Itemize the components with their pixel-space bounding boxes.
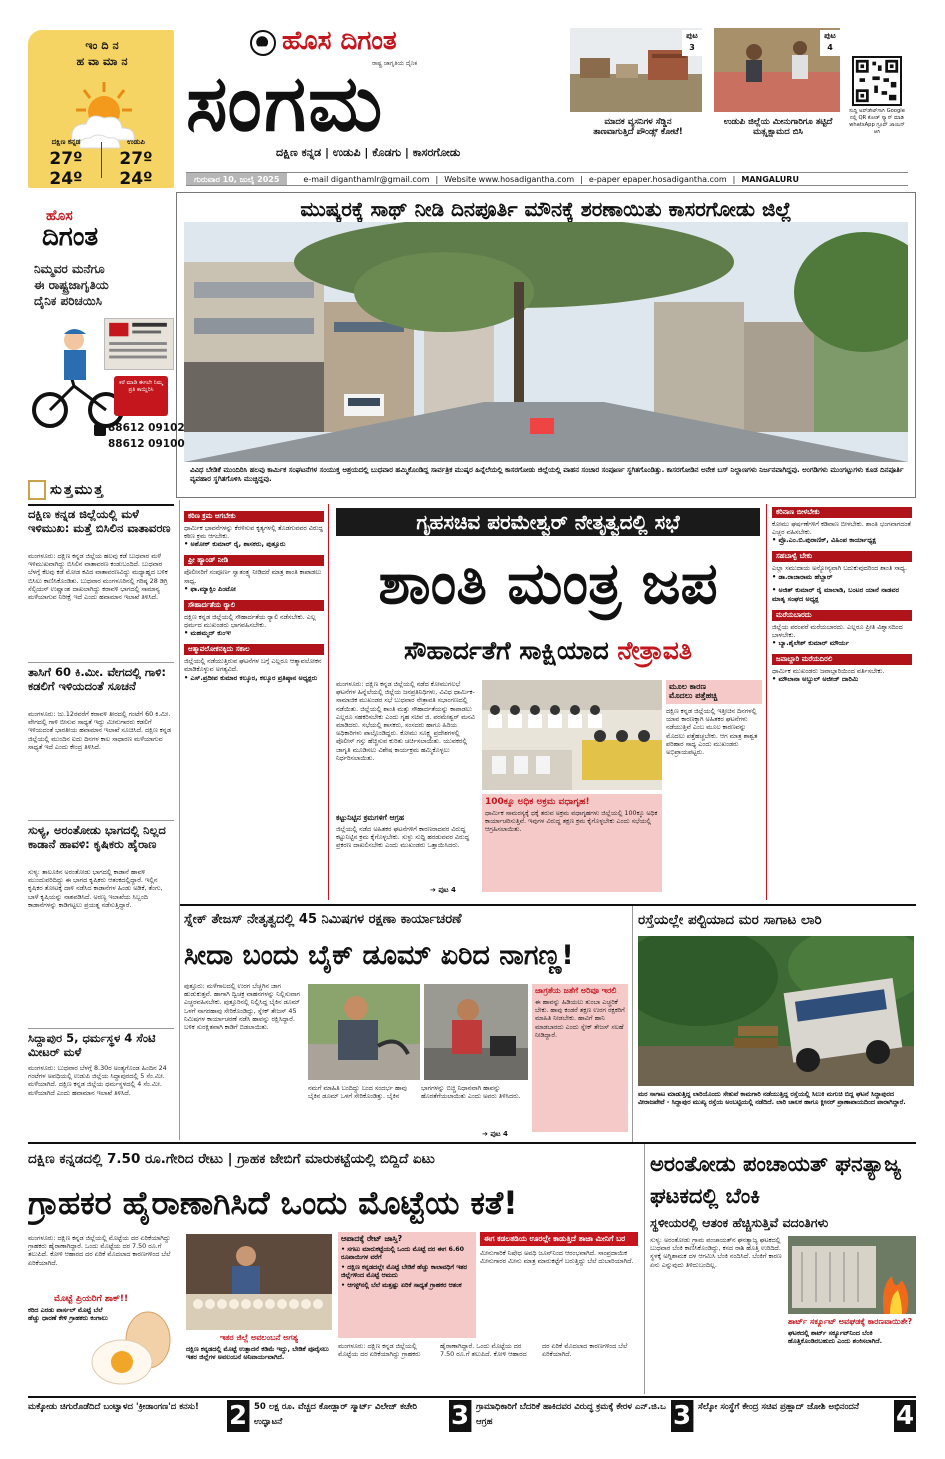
left-story-2-head: ತಾಸಿಗೆ 60 ಕಿ.ಮೀ. ವೇಗದಲ್ಲಿ ಗಾಳಿ: ಕಡಲಿಗೆ ಇಳಿಯದಂತೆ ಸೂಚನೆ — [28, 666, 167, 693]
egg-kicker: ದಕ್ಷಿಣ ಕನ್ನಡದಲ್ಲಿ 7.50 ರೂ.ಗೇರಿದ ರೇಟು | ಗ್ರಾಹಕ ಜೇಬಿಗೆ ಮಾರುಕಟ್ಟೆಯಲ್ಲಿ ಬಿದ್ದಿದೆ ಏಟು — [28, 1151, 435, 1167]
left-story-3-body: ಸುಳ್ಯ: ತಾಲೂಕಿನ ಅರಂತೋಡು ಭಾಗದಲ್ಲಿ ಕಾಡಾನೆ ಹಾವಳಿ ಮುಂದುವರಿದಿದ್ದು ಈ ಭಾಗದ ಕೃಷಿಕರು ಆತಂಕದಲ್ಲಿದ್ದಾರೆ. ಇಲ್ಲಿನ ಕೃಷಿಕರ ತೋಟಕ್ಕೆ ದಾಳಿ ನಡೆಸಿದ ಕಾಡಾನೆಗಳ ಹಿಂಡು ಅಡಿಕೆ, ತೆಂಗು, ಬಾಳೆ ಕೃಷಿಯನ್ನು ನಾಶಪಡಿಸಿದೆ. ಅರಣ್ಯ ಇಲಾಖೆಯ ಸಿಬ್ಬಂದಿ ಕಾಡಾನೆಗಳನ್ನು ಕಾಡಿಗಟ್ಟಲು ಪ್ರಯತ್ನ ನಡೆಸುತ್ತಿದ್ದಾರೆ. — [28, 868, 163, 909]
lorry-caption: ಮರ ಸಾಗಾಟ ಮಾಡುತ್ತಿದ್ದ ಲಾರಿಯೊಂದು ಸೇತುವೆ ಕಾಮಗಾರಿ ನಡೆಯುತ್ತಿದ್ದ ರಸ್ತೆಯಲ್ಲಿ ಸಿಲುಕಿ ಮಗುಚಿ ಬಿದ್ದ ಘಟನೆ ಸಿದ್ದಾಪುರದ ವೀರಾಜಪೇಟೆ - ಸಿದ್ದಾಪುರ ಮುಖ್ಯ ರಸ್ತೆಯ ಅಂಬಟ್ಟಿಯಲ್ಲಿ ನಡೆದಿದೆ. ಲಾರಿ ಚಾಲಕ ಹಾಗೂ ಕ್ಲೀನರ್ ಪ್ರಾಣಾಪಾಯದಿಂದ ಪಾರಾಗಿದ್ದಾರೆ. — [638, 1090, 906, 1107]
snake-photo-1 — [308, 984, 420, 1080]
left-story-4-body: ಮಂಗಳೂರು: ಬುಧವಾರ ಬೆಳಗ್ಗೆ 8.30ರ ಅಂತ್ಯಗೊಂಡ ಹಿಂದಿನ 24 ಗಂಟೆಗಳ ಅವಧಿಯಲ್ಲಿ ಉಡುಪಿ ಜಿಲ್ಲೆಯ ಸಿದ್ದಾಪುರದಲ್ಲಿ 5 ಸೆಂ.ಮೀ. ಮಳೆಯಾಗಿದೆ. ದಕ್ಷಿಣ ಕನ್ನಡ ಜಿಲ್ಲೆಯ ಧರ್ಮಸ್ಥಳದಲ್ಲಿ 4 ಸೆಂ.ಮೀ. ಮಳೆಯಾಗಿದೆ ಎಂದು ಹವಾಮಾನ ಇಲಾಖೆ ತಿಳಿಸಿದೆ. — [28, 1064, 167, 1097]
edition-name: MANGALURU — [741, 174, 799, 184]
promo-logo-main: ದಿಗಂತ — [42, 222, 99, 252]
snake-photo-2 — [424, 984, 528, 1080]
root-head-1: ಮೂಲ ಕಾರಣ — [669, 683, 707, 691]
attacks-box-head: 100ಕ್ಕೂ ಅಧಿಕ ಅಕ್ರಮ ವಧಾಗೃಹ! — [485, 797, 590, 807]
bottom-teaser-page: 2 — [228, 1401, 248, 1431]
root-body: ದಕ್ಷಿಣ ಕನ್ನಡ ಜಿಲ್ಲೆಯಲ್ಲಿ ಇತ್ತೀಚಿನ ದಿನಗಳಲ್ಲಿ ಯಾವ ಕಾರಣಕ್ಕಾಗಿ ಅಹಿತಕರ ಘಟನೆಗಳು ನಡೆಯುತ್ತಿವೆ ಎಂಬ ಮೂಲ ಕಾರಣವನ್ನು ಮೊದಲು ಪತ್ತೆಹಚ್ಚಬೇಕು. ಆಗ ಮಾತ್ರ ಶಾಶ್ವತ ಪರಿಹಾರ ಸಾಧ್ಯ ಎಂದು ಮುಖಂಡರು ಅಭಿಪ್ರಾಯಪಟ್ಟರು. — [666, 706, 758, 756]
weather-title-line1: ಇಂದಿನ — [85, 39, 123, 52]
fish-box — [480, 1232, 638, 1338]
right-quotes — [772, 504, 912, 896]
quote-head: ಫ್ರೀ ಹ್ಯಾಂಡ್ ನೀಡಿ — [184, 555, 324, 566]
lead-caption: ವಿವಿಧ ಬೇಡಿಕೆ ಮುಂದಿರಿಸಿ ಹಲವು ಕಾರ್ಮಿಕ ಸಂಘಟನೆಗಳ ಸಂಯುಕ್ತ ಆಶ್ರಯದಲ್ಲಿ ಬುಧವಾರ ಹಮ್ಮಿಕೊಂಡಿದ್ದ ಸಾರ್ವತ್ರಿಕ ಮುಷ್ಕರ ಹಿನ್ನೆಲೆಯಲ್ಲಿ ಕಾಸರಗೋಡು ಜಿಲ್ಲೆಯಲ್ಲಿ ವಾಹನ ಸಂಚಾರ ಸಂಪೂರ್ಣ ಸ್ಥಗಿತಗೊಂಡಿತ್ತು. ಕಾಸರಗೋಡಿನ ಅನೇಕ ಬಸ್ ನಿಲ್ದಾಣಗಳು ನಿರ್ಜನವಾಗಿದ್ದವು. ಅಂಗಡಿಗಳು ಮುಂಗಟ್ಟುಗಳು ಕೂಡ ದಿನಪೂರ್ತಿ ವ್ಯವಹಾರ ಸ್ಥಗಿತಗೊಳಿಸಿ ಮುಚ್ಚಿದ್ದವು. — [190, 466, 904, 484]
left-story-3[interactable] — [28, 824, 174, 1024]
price-bullet-1: • ಸಗಟು ಮಾರುಕಟ್ಟೆಯಲ್ಲಿ ಒಂದು ಮೊಟ್ಟೆ ದರ ಈಗ 6.60 ರೂಪಾಯಿಗಳ ವರೆಗೆ — [341, 1245, 464, 1261]
teaser-2-page: ಪುಟ 4 — [820, 30, 840, 56]
promo-line3: ದೈನಿಕ ಪರಿಚಯಿಸಿ — [34, 294, 102, 308]
paper-regions: ದಕ್ಷಿಣ ಕನ್ನಡ | ಉಡುಪಿ | ಕೊಡಗು | ಕಾಸರಗೋಡು — [276, 146, 461, 159]
city2-name: ಉಡುಪಿ — [127, 138, 145, 146]
quote-by: • ಎಸ್.ಪ್ರದೀಪ ಕುಮಾರ ಕಲ್ಕೂರ, ಕಲ್ಕೂರ ಪ್ರತಿಷ್ಠಾನ ಅಧ್ಯಕ್ಷರು — [184, 673, 318, 682]
bottom-teaser-text: ಸೆಲ್ಕೋ ಸಂಸ್ಥೆಗೆ ಕೇಂದ್ರ ಸಚಿವ ಪ್ರಹ್ಲಾದ್ ಜೋಶಿ ಅಭಿನಂದನೆ — [698, 1402, 859, 1412]
main-continued-page: ಪುಟ 4 — [438, 886, 456, 894]
quote-body: ದಕ್ಷಿಣ ಕನ್ನಡ ಜಿಲ್ಲೆಯಲ್ಲಿ ಸೌಹಾರ್ದತೆಯ ರ‍್ಯಾಲಿ ನಡೆಸಬೇಕು. ಎಲ್ಲ ಧರ್ಮದ ಮುಖಂಡರು ಭಾಗವಹಿಸಬೇಕು. — [184, 612, 316, 630]
left-story-2-body: ಮಂಗಳೂರು: ಜು.12ರವರೆಗೆ ಕರಾವಳಿ ತೀರದಲ್ಲಿ ಗಂಟೆಗೆ 60 ಕಿ.ಮೀ. ವೇಗದಲ್ಲಿ ಗಾಳಿ ಬೀಸುವ ಸಾಧ್ಯತೆ ಇದ್ದು ಮೀನುಗಾರರು ಕಡಲಿಗೆ ಇಳಿಯದಂತೆ ಭಾರತೀಯ ಹವಾಮಾನ ಇಲಾಖೆ ಸೂಚಿಸಿದೆ. ದಕ್ಷಿಣ ಕನ್ನಡ ಜಿಲ್ಲೆಯಲ್ಲಿ ಮುಂದಿನ ಐದು ದಿನಗಳ ಕಾಲ ಸಾಧಾರಣ ಮಳೆಯಾಗುವ ಸಾಧ್ಯತೆ ಇದೆ ಎಂದು ಕೇಂದ್ರ ತಿಳಿಸಿದೆ. — [28, 710, 172, 751]
fire-headline: ಅರಂತೋಡು ಪಂಚಾಯತ್ ಘನತ್ಯಾಜ್ಯ ಘಟಕದಲ್ಲಿ ಬೆಂಕಿ — [650, 1152, 902, 1208]
bottom-strip — [28, 1400, 916, 1432]
snake-tip-head: ಜಾಗ್ರತೆಯ ಜತೆಗೆ ಅರಿವೂ ಇರಲಿ — [535, 987, 617, 995]
root-cause-title — [666, 680, 762, 704]
promo-line2: ಈ ರಾಷ್ಟ್ರಜಾಗೃತಿಯ — [34, 278, 109, 292]
quote-head: ಕಠಿಣ ಕ್ರಮ ಆಗಬೇಕು — [184, 511, 324, 522]
quote-head: ಸಹಬಾಳ್ವೆ ಬೇಕು — [772, 551, 912, 562]
bottom-teaser[interactable] — [28, 1400, 250, 1432]
quote-head: ಮರೆಯಬಾರದು — [772, 610, 912, 621]
other-district-body: ದಕ್ಷಿಣ ಕನ್ನಡದಲ್ಲಿ ಮೊಟ್ಟೆ ಉತ್ಪಾದನೆ ಕಡಿಮೆ ಇದ್ದು, ಬೇಡಿಕೆ ಪೂರೈಸಲು ಇತರ ಜಿಲ್ಲೆಗಳ ಅವಲಂಬನೆ ಅನಿವಾರ್ಯವಾಗಿದೆ. — [186, 1344, 329, 1362]
phone-icon — [94, 424, 106, 436]
left-story-1-body: ಮಂಗಳೂರು: ದಕ್ಷಿಣ ಕನ್ನಡ ಜಿಲ್ಲೆಯ ಹಲವು ಕಡೆ ಬುಧವಾರ ಮಳೆ ಇಳಿಮುಖವಾಗಿದ್ದು ಬಿಸಿಲಿನ ವಾತಾವರಣ ಕಂಡುಬಂದಿದೆ. ಬುಧವಾರ ಬೆಳಗ್ಗೆ ಕೆಲವು ಕಡೆ ಮೋಡ ಕವಿದ ವಾತಾವರಣವಿದ್ದು ಮಧ್ಯಾಹ್ನದ ಬಳಿಕ ಬಿಸಿಲು ಕಾಣಿಸಿಕೊಂಡಿತು. ಬುಧವಾರ ಮಂಗಳೂರಿನಲ್ಲಿ ಗರಿಷ್ಠ 28 ಡಿಗ್ರಿ ಸೆಲ್ಸಿಯಸ್ ಉಷ್ಣಾಂಶ ದಾಖಲಾಗಿದ್ದು ಕರಾವಳಿ ಭಾಗದಲ್ಲಿ ಸಾಮಾನ್ಯ ಮಳೆಯಾಗುವ ನಿರೀಕ್ಷೆ ಇದೆ ಎಂದು ಹವಾಮಾನ ಇಲಾಖೆ ತಿಳಿಸಿದೆ. — [28, 552, 168, 602]
quote-by: • ಅಜಿತ್ ಕುಮಾರ್ ರೈ ಮಾಲಾಡಿ, ಬಂಟರ ಯಾನೆ ನಾಡವರ ಮಾತೃ ಸಂಘದ ಅಧ್ಯಕ್ಷ — [772, 585, 900, 603]
promo-bubble: ಕರೆ ಮಾಡಿ ಈಗಲೇ ನಿಮ್ಮ ಪ್ರತಿ ಕಾಯ್ದಿರಿಸಿ — [114, 376, 168, 416]
main-kicker: ಗೃಹಸಚಿವ ಪರಮೇಶ್ವರ್ ನೇತೃತ್ವದಲ್ಲಿ ಸಭೆ — [336, 508, 760, 536]
weather-city2 — [102, 138, 170, 189]
attacks-box-body: ಧಾರ್ಮಿಕ ಸಾಮರಸ್ಯಕ್ಕೆ ಧಕ್ಕೆ ತರುವ ಅಕ್ರಮ ವಧಾಗೃಹಗಳು ಜಿಲ್ಲೆಯಲ್ಲಿ 100ಕ್ಕೂ ಅಧಿಕ ಕಾರ್ಯಾಚರಿಸುತ್ತಿವೆ. ಇವುಗಳ ವಿರುದ್ಧ ತಕ್ಷಣ ಕ್ರಮ ಕೈಗೊಳ್ಳಬೇಕು ಎಂದು ಸಭೆಯಲ್ಲಿ ಆಗ್ರಹಿಸಲಾಯಿತು. — [485, 809, 658, 834]
teaser-1[interactable] — [570, 28, 702, 162]
teaser-2-text: ಉಡುಪಿ ಜಿಲ್ಲೆಯ ಮೀನುಗಾರಿಗೂ ತಟ್ಟಿದೆ ಮತ್ಸ್ಯಕ್ಷಾಮದ ಬಿಸಿ — [723, 118, 833, 137]
fire-body: ಸುಳ್ಯ: ಅರಂತೋಡು ಗ್ರಾಮ ಪಂಚಾಯತ್‌ನ ಘನತ್ಯಾಜ್ಯ ಘಟಕದಲ್ಲಿ ಬುಧವಾರ ಬೆಂಕಿ ಕಾಣಿಸಿಕೊಂಡಿದ್ದು, ಕಸದ ರಾಶಿ ಹೊತ್ತಿ ಉರಿದಿದೆ. ಸ್ಥಳಕ್ಕೆ ಅಗ್ನಿಶಾಮಕ ದಳ ಆಗಮಿಸಿ ಬೆಂಕಿ ನಂದಿಸಿದೆ. ಬೆಂಕಿಗೆ ಕಾರಣ ಏನು ಎನ್ನುವುದು ತಿಳಿದುಬಂದಿಲ್ಲ. — [650, 1236, 782, 1269]
paper-title: ಸಂಗಮ — [186, 59, 385, 149]
quote-card — [772, 507, 912, 545]
bottom-teaser-page: 4 — [895, 1401, 915, 1431]
snake-continued-page: ಪುಟ 4 — [490, 1130, 508, 1138]
main-headline: ಶಾಂತಿ ಮಂತ್ರ ಜಪ — [378, 549, 718, 617]
left-story-3-head: ಸುಳ್ಯ, ಅರಂತೋಡು ಭಾಗದಲ್ಲಿ ನಿಲ್ಲದ ಕಾಡಾನೆ ಹಾವಳಿ: ಕೃಷಿಕರು ಹೈರಾಣ — [28, 824, 166, 851]
quote-by: • ಫಾ.ಮ್ಯಾಕ್ಸಿಂ ಪಿಂಟೋ — [184, 584, 236, 593]
root-cause-box — [666, 680, 762, 892]
qr-code[interactable] — [852, 56, 902, 106]
promo-line1: ನಿಮ್ಮವರ ಮನೆಗೂ — [34, 262, 105, 276]
teaser-2[interactable] — [714, 28, 840, 162]
snake-body: ಪುತ್ತೂರು: ಮಳೆಗಾಲದಲ್ಲಿ ಉರಗ ಬೆಚ್ಚಗಿನ ಜಾಗ ಹುಡುಕುತ್ತವೆ. ಹಾಗಾಗಿ ದ್ವಿಚಕ್ರ ವಾಹನಗಳನ್ನು ನಿಲ್ಲಿಸುವಾಗ ಎಚ್ಚರವಹಿಸಬೇಕು. ಪುತ್ತೂರಿನಲ್ಲಿ ನಿಲ್ಲಿಸಿದ್ದ ಬೈಕಿನ ಡೂಮ್ ಒಳಗೆ ನಾಗರಹಾವು ಸೇರಿಕೊಂಡಿದ್ದು, ಸ್ನೇಕ್ ತೇಜಸ್ 45 ನಿಮಿಷಗಳ ಕಾರ್ಯಾಚರಣೆ ನಡೆಸಿ ಹಾವನ್ನು ರಕ್ಷಿಸಿದ್ದಾರೆ. ಬಳಿಕ ಸುರಕ್ಷಿತವಾಗಿ ಕಾಡಿಗೆ ಬಿಡಲಾಯಿತು. — [184, 982, 300, 1032]
quote-head: ಕರಿನಾಣ ಬೀಳಬೇಕು — [772, 507, 912, 518]
city2-temp: 27º 24º — [119, 149, 153, 189]
fire-photo — [788, 1236, 916, 1314]
weather-box — [28, 30, 174, 188]
left-story-2[interactable] — [28, 666, 174, 814]
quote-card — [184, 555, 324, 593]
egg-body: ಮಂಗಳೂರು: ದಕ್ಷಿಣ ಕನ್ನಡ ಜಿಲ್ಲೆಯಲ್ಲಿ ಮೊಟ್ಟೆಯ ದರ ಏರಿಕೆಯಾಗಿದ್ದು ಗ್ರಾಹಕರು ಹೈರಾಣಾಗಿದ್ದಾರೆ. ಒಂದು ಮೊಟ್ಟೆಯ ದರ 7.50 ರೂ.ಗೆ ತಲುಪಿದೆ. ಕೋಳಿ ಆಹಾರದ ದರ ಏರಿಕೆ ಮೊದಲಾದ ಕಾರಣಗಳಿಂದ ಬೆಲೆ ಏರಿಕೆಯಾಗಿದೆ. — [28, 1234, 171, 1267]
weather-title — [64, 38, 144, 70]
weather-title-line2: ಹವಾಮಾನ — [76, 55, 132, 68]
quote-by: • ಬ್ಯಾ.ಶೈಲೇಶ್ ಕುಮಾರ್ ಮೌರ್ಯ — [772, 639, 850, 648]
promo-phone-2[interactable]: 88612 09100 — [108, 438, 185, 450]
price-bullets-head: ಆಪಾದಕ್ಕೆ ರೇಟ್ ಜಾಸ್ತಿ? — [341, 1235, 403, 1243]
quote-body: ಜಿಲ್ಲೆಯ ಪರಂಪರೆ ಮರೆಯಬಾರದು. ಎಲ್ಲರೂ ಪ್ರೀತಿ ವಿಶ್ವಾಸದಿಂದ ಬಾಳಬೇಕು. — [772, 622, 903, 639]
paper-tagline: ರಾಷ್ಟ್ರ ಜಾಗೃತಿಯ ದೈನಿಕ — [372, 60, 418, 67]
main-body2-head: ಕಟ್ಟುನಿಟ್ಟಿನ ಕ್ರಮಗಳಿಗೆ ಆಗ್ರಹ — [336, 814, 405, 822]
snake-tip-body: ಈ ಹಾವನ್ನು ಹಿಡಿಯಲು ತುಂಬಾ ಎಚ್ಚರಿಕೆ ಬೇಕು. ಹಾವು ಕಂಡರೆ ತಕ್ಷಣ ಉರಗ ರಕ್ಷಕರಿಗೆ ಮಾಹಿತಿ ನೀಡಬೇಕು. ಹಾವಿಗೆ ಹಾನಿ ಮಾಡಬಾರದು ಎಂದು ಸ್ನೇಕ್ ತೇಜಸ್ ಸಲಹೆ ನೀಡಿದ್ದಾರೆ. — [535, 997, 625, 1039]
quote-card — [772, 586, 912, 604]
quote-head: ಜವಾಬ್ದಾರಿ ಮರೆಯದಿರಲಿ — [772, 654, 912, 665]
egg-icon — [88, 1306, 180, 1388]
quote-body: ಎಲ್ಲಾ ಸಮುದಾಯ ಅನ್ಯೋನ್ಯವಾಗಿ ಬದುಕುವುದರಿಂದ ಶಾಂತಿ ಸಾಧ್ಯ. — [772, 564, 907, 573]
other-district-box — [186, 1334, 332, 1390]
quote-card — [772, 551, 912, 581]
lorry-photo — [638, 936, 914, 1086]
section-logo — [28, 478, 174, 502]
quote-by: • ಪ್ರೊ.ಎಂ.ಬಿ.ಪುರಾಣಿಕ್, ವಿಹಿಂಪ ಕಾರ್ಯಾಧ್ಯಕ್ಷ — [772, 536, 877, 545]
snake-tip-box — [532, 984, 628, 1132]
city1-temp: 27º 24º — [49, 149, 83, 189]
bottom-teaser-page: 3 — [450, 1401, 470, 1431]
section-name: ಸುತ್ತಮುತ್ತ — [50, 482, 105, 498]
main-subhead-a: ಸೌಹಾರ್ದತೆಗೆ ಸಾಕ್ಷಿಯಾದ — [403, 636, 618, 665]
quote-body: ಪೊಲೀಸರಿಗೆ ಸಂಪೂರ್ಣ ಸ್ವಾತಂತ್ರ್ಯ ನೀಡಿದರೆ ಮಾತ್ರ ಶಾಂತಿ ಕಾಪಾಡಲು ಸಾಧ್ಯ. — [184, 568, 322, 585]
lead-photo — [184, 222, 908, 462]
weather-city1 — [32, 138, 100, 189]
lead-headline: ಮುಷ್ಕರಕ್ಕೆ ಸಾಥ್ ನೀಡಿ ದಿನಪೂರ್ತಿ ಮೌನಕ್ಕೆ ಶರಣಾಯಿತು ಕಾಸರಗೋಡು ಜಿಲ್ಲೆ — [300, 197, 792, 221]
root-head-2: ಮೊದಲು ಪತ್ತೆಹಚ್ಚಿ — [669, 691, 718, 700]
quote-by: • ಡಾ.ರಾಜಾರಾಮ ಹೆಬ್ಬಾರ್ — [772, 572, 833, 581]
main-subhead-b: ನೇತ್ರಾವತಿ — [617, 636, 692, 665]
promo-phone-1[interactable]: 88612 09102 — [108, 422, 185, 434]
main-body: ಮಂಗಳೂರು: ದಕ್ಷಿಣ ಕನ್ನಡ ಜಿಲ್ಲೆಯಲ್ಲಿ ನಡೆದ ಕೋಮುಗಲಭೆ ಘಟನೆಗಳ ಹಿನ್ನೆಲೆಯಲ್ಲಿ ಜಿಲ್ಲೆಯ ಜನಪ್ರತಿನಿಧಿಗಳು, ವಿವಿಧ ಧಾರ್ಮಿಕ-ಸಾಮಾಜಿಕ ಮುಖಂಡರ ಸಭೆ ಬುಧವಾರ ನೇತ್ರಾವತಿ ಸಭಾಂಗಣದಲ್ಲಿ ನಡೆಯಿತು. ಜಿಲ್ಲೆಯಲ್ಲಿ ಶಾಂತಿ ಮತ್ತು ಸೌಹಾರ್ದತೆಯನ್ನು ಕಾಪಾಡಲು ಎಲ್ಲರೂ ಸಹಕರಿಸಬೇಕು ಎಂದು ಗೃಹ ಸಚಿವ ಜಿ. ಪರಮೇಶ್ವರ್ ಮನವಿ ಮಾಡಿದರು. ಸಭೆಯಲ್ಲಿ ಶಾಸಕರು, ಸಂಸದರು ಹಾಗೂ ಹಿರಿಯ ಅಧಿಕಾರಿಗಳು ಪಾಲ್ಗೊಂಡಿದ್ದರು. ಕೋಮು ಸೂಕ್ಷ್ಮ ಪ್ರದೇಶಗಳಲ್ಲಿ ಪೊಲೀಸ್ ಗಸ್ತು ಹೆಚ್ಚಿಸುವ ಕುರಿತು ಚರ್ಚಿಸಲಾಯಿತು. ಯುವಕರಲ್ಲಿ ಜಾಗೃತಿ ಮೂಡಿಸಲು ವಿಶೇಷ ಕಾರ್ಯಕ್ರಮ ಹಮ್ಮಿಕೊಳ್ಳಲು ನಿರ್ಧರಿಸಲಾಯಿತು. — [336, 680, 475, 762]
price-bullets-box — [338, 1232, 476, 1338]
quote-head: ಸೌಹಾರ್ದತೆಯ ರ‍್ಯಾಲಿ — [184, 600, 324, 611]
quote-body: ಕೋಮು ಘರ್ಷಣೆಗಳಿಗೆ ಕಡಿವಾಣ ಬೀಳಬೇಕು. ಶಾಂತಿ ಭಂಗವಾಗದಂತೆ ಎಚ್ಚರ ವಹಿಸಬೇಕು. — [772, 520, 911, 537]
egg-box — [28, 1294, 180, 1388]
teaser-1-text: ಮಾದಕ ವ್ಯಸನಿಗಳ ಸೆಡ್ಡಿನ ತಾಣವಾಗುತ್ತಿದೆ ಪೌಂಡ್ಸ್ ಕೋಟೆ! — [593, 118, 683, 137]
main-subhead — [336, 632, 760, 670]
promo-box[interactable] — [28, 196, 185, 468]
lorry-headline: ರಸ್ತೆಯಲ್ಲೇ ಪಲ್ಟಿಯಾದ ಮರ ಸಾಗಾಟ ಲಾರಿ — [638, 912, 822, 928]
snake-kicker: ಸ್ನೇಕ್ ತೇಜಸ್ ನೇತೃತ್ವದಲ್ಲಿ 45 ನಿಮಿಷಗಳ ರಕ್ಷಣಾ ಕಾರ್ಯಾಚರಣೆ — [184, 912, 462, 927]
attacks-box — [482, 794, 662, 892]
book-icon — [28, 480, 46, 500]
quote-by: • ಅಶೋಕ್ ಕುಮಾರ್ ರೈ, ಶಾಸಕರು, ಪುತ್ತೂರು — [184, 540, 286, 549]
quote-body: ಧಾರ್ಮಿಕ ಮುಖಂಡರು ಜವಾಬ್ದಾರಿಯಿಂದ ವರ್ತಿಸಬೇಕು. — [772, 667, 885, 676]
main-body2: ಜಿಲ್ಲೆಯಲ್ಲಿ ನಡೆದ ಅಹಿತಕರ ಘಟನೆಗಳಿಗೆ ಕಾರಣರಾದವರ ವಿರುದ್ಧ ಕಟ್ಟುನಿಟ್ಟಿನ ಕ್ರಮ ಕೈಗೊಳ್ಳಬೇಕು. ಸುಳ್ಳು ಸುದ್ದಿ ಹರಡುವವರ ವಿರುದ್ಧ ಪ್ರಕರಣ ದಾಖಲಿಸಬೇಕು ಎಂದು ಮುಖಂಡರು ಒತ್ತಾಯಿಸಿದರು. — [336, 825, 470, 850]
paper-emblem — [250, 30, 276, 56]
snake-headline: ಸೀದಾ ಬಂದು ಬೈಕ್ ಡೂಮ್ ಏರಿದ ನಾಗಣ್ಣ! — [184, 940, 574, 971]
parent-paper-name: ಹೊಸ ದಿಗಂತ — [282, 26, 397, 56]
contact-website[interactable]: Website www.hosadigantha.com — [444, 174, 575, 184]
quote-by: • ಮೌಲಾನಾ ಅಬ್ದುಲ್ ಅಜೀಜ್ ದಾರಿಮಿ — [772, 675, 859, 684]
qr-text: ಸುದ್ದಿ ಅಪ್‌ಡೇಟ್‌ಗಾಗಿ Google ನಲ್ಲಿ QR ಕೋಡ್ ಸ್ಕ್ಯಾನ್ ಮಾಡಿ whatsApp ಗ್ರೂಪ್ ಜಾಯಿನ್ ಆಗಿ — [849, 108, 905, 135]
left-story-1[interactable] — [28, 508, 174, 656]
fire-box-body: ಘಟಕದಲ್ಲಿ ಶಾರ್ಟ್ ಸರ್ಕ್ಯೂಟ್‌ನಿಂದ ಬೆಂಕಿ ಹೊತ್ತಿಕೊಂಡಿರಬಹುದು ಎಂದು ಶಂಕಿಸಲಾಗಿದೆ. — [788, 1328, 883, 1346]
other-district-head: ಇತರ ಜಿಲ್ಲೆ ಅವಲಂಬನೆ ಅಗತ್ಯ — [219, 1334, 299, 1342]
quote-card — [772, 654, 912, 684]
quote-body: ಧಾರ್ಮಿಕ ಭಾವನೆಗಳನ್ನು ಕೆರಳಿಸುವ ಕೃತ್ಯಗಳಲ್ಲಿ ತೊಡಗುವವರ ವಿರುದ್ಧ ಕಠಿಣ ಕ್ರಮ ಆಗಬೇಕು. — [184, 524, 323, 541]
left-story-1-head: ದಕ್ಷಿಣ ಕನ್ನಡ ಜಿಲ್ಲೆಯಲ್ಲಿ ಮಳೆ ಇಳಿಮುಖ: ಮತ್ತೆ ಬಿಸಿಲಿನ ವಾತಾವರಣ — [28, 508, 171, 535]
egg-headline: ಗ್ರಾಹಕರ ಹೈರಾಣಾಗಿಸಿದೆ ಒಂದು ಮೊಟ್ಟೆಯ ಕತೆ! — [28, 1184, 518, 1222]
quote-by: • ಮಹಮ್ಮದ್ ಕುಂಞ — [184, 629, 232, 638]
price-bullet-2: • ದಕ್ಷಿಣ ಕನ್ನಡದಲ್ಲೇ ಮೊಟ್ಟೆ ಬೇಡಿಕೆ ಹೆಚ್ಚು ಕಾಲಾವಧಿಗೆ ಇತರ ಜಿಲ್ಲೆಗಳಿಂದ ಮೊಟ್ಟೆ ಆಮದು — [341, 1263, 467, 1279]
egg-box-body: ಕರಿದ ಎರಡು ಪಾರ್ಸಲ್ ಮೊಟ್ಟೆ ಬೆಲೆ ಹೆಚ್ಚು ಧಾರಣೆ ಕೇಳಿ ಗ್ರಾಹಕರು ಕಂಗಾಲು — [28, 1306, 108, 1323]
delivery-cyclist-icon — [28, 326, 128, 430]
egg-col-extra: ಮಂಗಳೂರು: ದಕ್ಷಿಣ ಕನ್ನಡ ಜಿಲ್ಲೆಯಲ್ಲಿ ಮೊಟ್ಟೆಯ ದರ ಏರಿಕೆಯಾಗಿದ್ದು ಗ್ರಾಹಕರು ಹೈರಾಣಾಗಿದ್ದಾರೆ. ಒಂದು ಮೊಟ್ಟೆಯ ದರ 7.50 ರೂ.ಗೆ ತಲುಪಿದೆ. ಕೋಳಿ ಆಹಾರದ ದರ ಏರಿಕೆ ಮೊದಲಾದ ಕಾರಣಗಳಿಂದ ಬೆಲೆ ಏರಿಕೆಯಾಗಿದೆ. — [338, 1342, 628, 1359]
snake-col2: ನಮಗೆ ಮಾಹಿತಿ ಬಂದಿದ್ದು ಬಂದ ಸಂದರ್ಭ ಹಾವು ಬೈಕಿನ ಡೂಮ್ ಒಳಗೆ ಸೇರಿಕೊಂಡಿತ್ತು. ಬೈಕಿನ ಭಾಗಗಳನ್ನು ಬಿಚ್ಚಿ ನಿಧಾನವಾಗಿ ಹಾವನ್ನು ಹೊರತೆಗೆಯಲಾಯಿತು ಎಂದು ಅವರು ತಿಳಿಸಿದರು. — [308, 1084, 521, 1101]
contact-epaper[interactable]: e-paper epaper.hosadigantha.com — [588, 174, 727, 184]
fish-box-body: ಮೀನುಗಾರಿಕೆ ನಿಷೇಧ ಅವಧಿ ಜೂನ್‌ನಿಂದ ಆರಂಭವಾಗಿದೆ. ಸಾಂಪ್ರದಾಯಿಕ ಮೀನುಗಾರರ ಮೀನು ಮಾತ್ರ ಮಾರುಕಟ್ಟೆಗೆ ಬರುತ್ತಿದ್ದು ಬೆಲೆ ದುಬಾರಿಯಾಗಿದೆ. — [480, 1249, 634, 1266]
quote-card — [184, 511, 324, 549]
city1-name: ದಕ್ಷಿಣ ಕನ್ನಡ — [51, 138, 81, 146]
promo-logo-top: ಹೊಸ — [46, 208, 73, 224]
teaser-1-page: ಪುಟ 3 — [682, 30, 702, 56]
quote-card — [184, 644, 324, 682]
bottom-teaser-text: ಮಕ್ಕೋಡು ಚಿಗುರೊಡೆದಿದೆ ಬಂಟ್ವಾಳದ 'ಕ್ರೀಡಾಂಗಣ'ದ ಕನಸು! — [28, 1402, 199, 1412]
bottom-teaser-text: ಗ್ರಾಮಾಧಿಕಾರಿಗೆ ಬೆದರಿಕೆ ಹಾಕಿದವರ ವಿರುದ್ಧ ಕ್ರಮಕ್ಕೆ ಕೇರಳ ಎನ್.ಜಿ.ಒ ಆಗ್ರಹ — [476, 1402, 666, 1427]
issue-date: ಗುರುವಾರ 10, ಜುಲೈ 2025 — [186, 173, 287, 186]
main-continued: ➔ ಪುಟ 4 — [430, 886, 456, 894]
quote-body: ಜಿಲ್ಲೆಯಲ್ಲಿ ನಡೆಯುತ್ತಿರುವ ಘಟನೆಗಳ ಬಗ್ಗೆ ಎಲ್ಲರೂ ಆತ್ಮಾವಲೋಕನ ಮಾಡಿಕೊಳ್ಳುವ ಅಗತ್ಯವಿದೆ. — [184, 657, 322, 674]
egg-seller-photo — [186, 1234, 332, 1330]
quote-card — [184, 600, 324, 638]
fire-box — [788, 1318, 916, 1390]
meeting-photo — [482, 680, 662, 790]
info-bar: ಗುರುವಾರ 10, ಜುಲೈ 2025 e-mail diganthamlr@gmail.com | Website www.hosadigantha.com | e-paper epaper.hosadigantha.com | MANGALURU — [186, 172, 908, 186]
bottom-teaser[interactable] — [250, 1400, 472, 1432]
contact-email[interactable]: e-mail diganthamlr@gmail.com — [303, 174, 430, 184]
quote-head: ಆತ್ಮಾವಲೋಕನಕ್ಕಿದು ಸಕಾಲ — [184, 644, 324, 655]
bottom-teaser[interactable] — [472, 1400, 694, 1432]
bottom-teaser-page: 3 — [672, 1401, 692, 1431]
fire-box-head: ಶಾರ್ಟ್ ಸರ್ಕ್ಯೂಟ್ ಅವಘಡಕ್ಕೆ ಕಾರಣವಾಯಿತೇ? — [788, 1318, 913, 1326]
left-story-4-head: ಸಿದ್ದಾಪುರ 5, ಧರ್ಮಸ್ಥಳ 4 ಸೆಂಟಿ ಮೀಟರ್ ಮಳೆ — [28, 1032, 156, 1059]
quote-card — [772, 610, 912, 648]
bottom-teaser-text: 50 ಲಕ್ಷ ರೂ. ವೆಚ್ಚದ ಕೋಡ್ಲಾರ್ ಸ್ಮಾರ್ಟ್ ವಿಲೇಜ್ ಕಚೇರಿ ಉದ್ಘಾಟನೆ — [254, 1402, 418, 1427]
egg-box-head: ಮೊಟ್ಟೆ ಪ್ರಿಯರಿಗೆ ಶಾಕ್!! — [54, 1294, 129, 1304]
fire-subhead: ಸ್ಥಳೀಯರಲ್ಲಿ ಆತಂಕ ಹೆಚ್ಚಿಸುತ್ತಿವೆ ವದಂತಿಗಳು — [650, 1215, 829, 1230]
fish-box-head: ಈಗ ಕಡಲತಡಿಯ ಊರಲ್ಲೇ ಕಾಡುತ್ತಿದೆ ತಾಜಾ ಮೀನಿಗೆ ಬರ — [480, 1232, 638, 1246]
snake-continued: ➔ ಪುಟ 4 — [482, 1130, 508, 1138]
left-quotes — [184, 508, 324, 896]
price-bullet-3: • ಆಗಸ್ಟ್‌ನಲ್ಲಿ ಬೆಲೆ ಮತ್ತಷ್ಟು ಏರಿಕೆ ಸಾಧ್ಯತೆ ಗ್ರಾಹಕರ ಆತಂಕ — [341, 1281, 462, 1289]
bottom-teaser[interactable] — [694, 1400, 916, 1432]
